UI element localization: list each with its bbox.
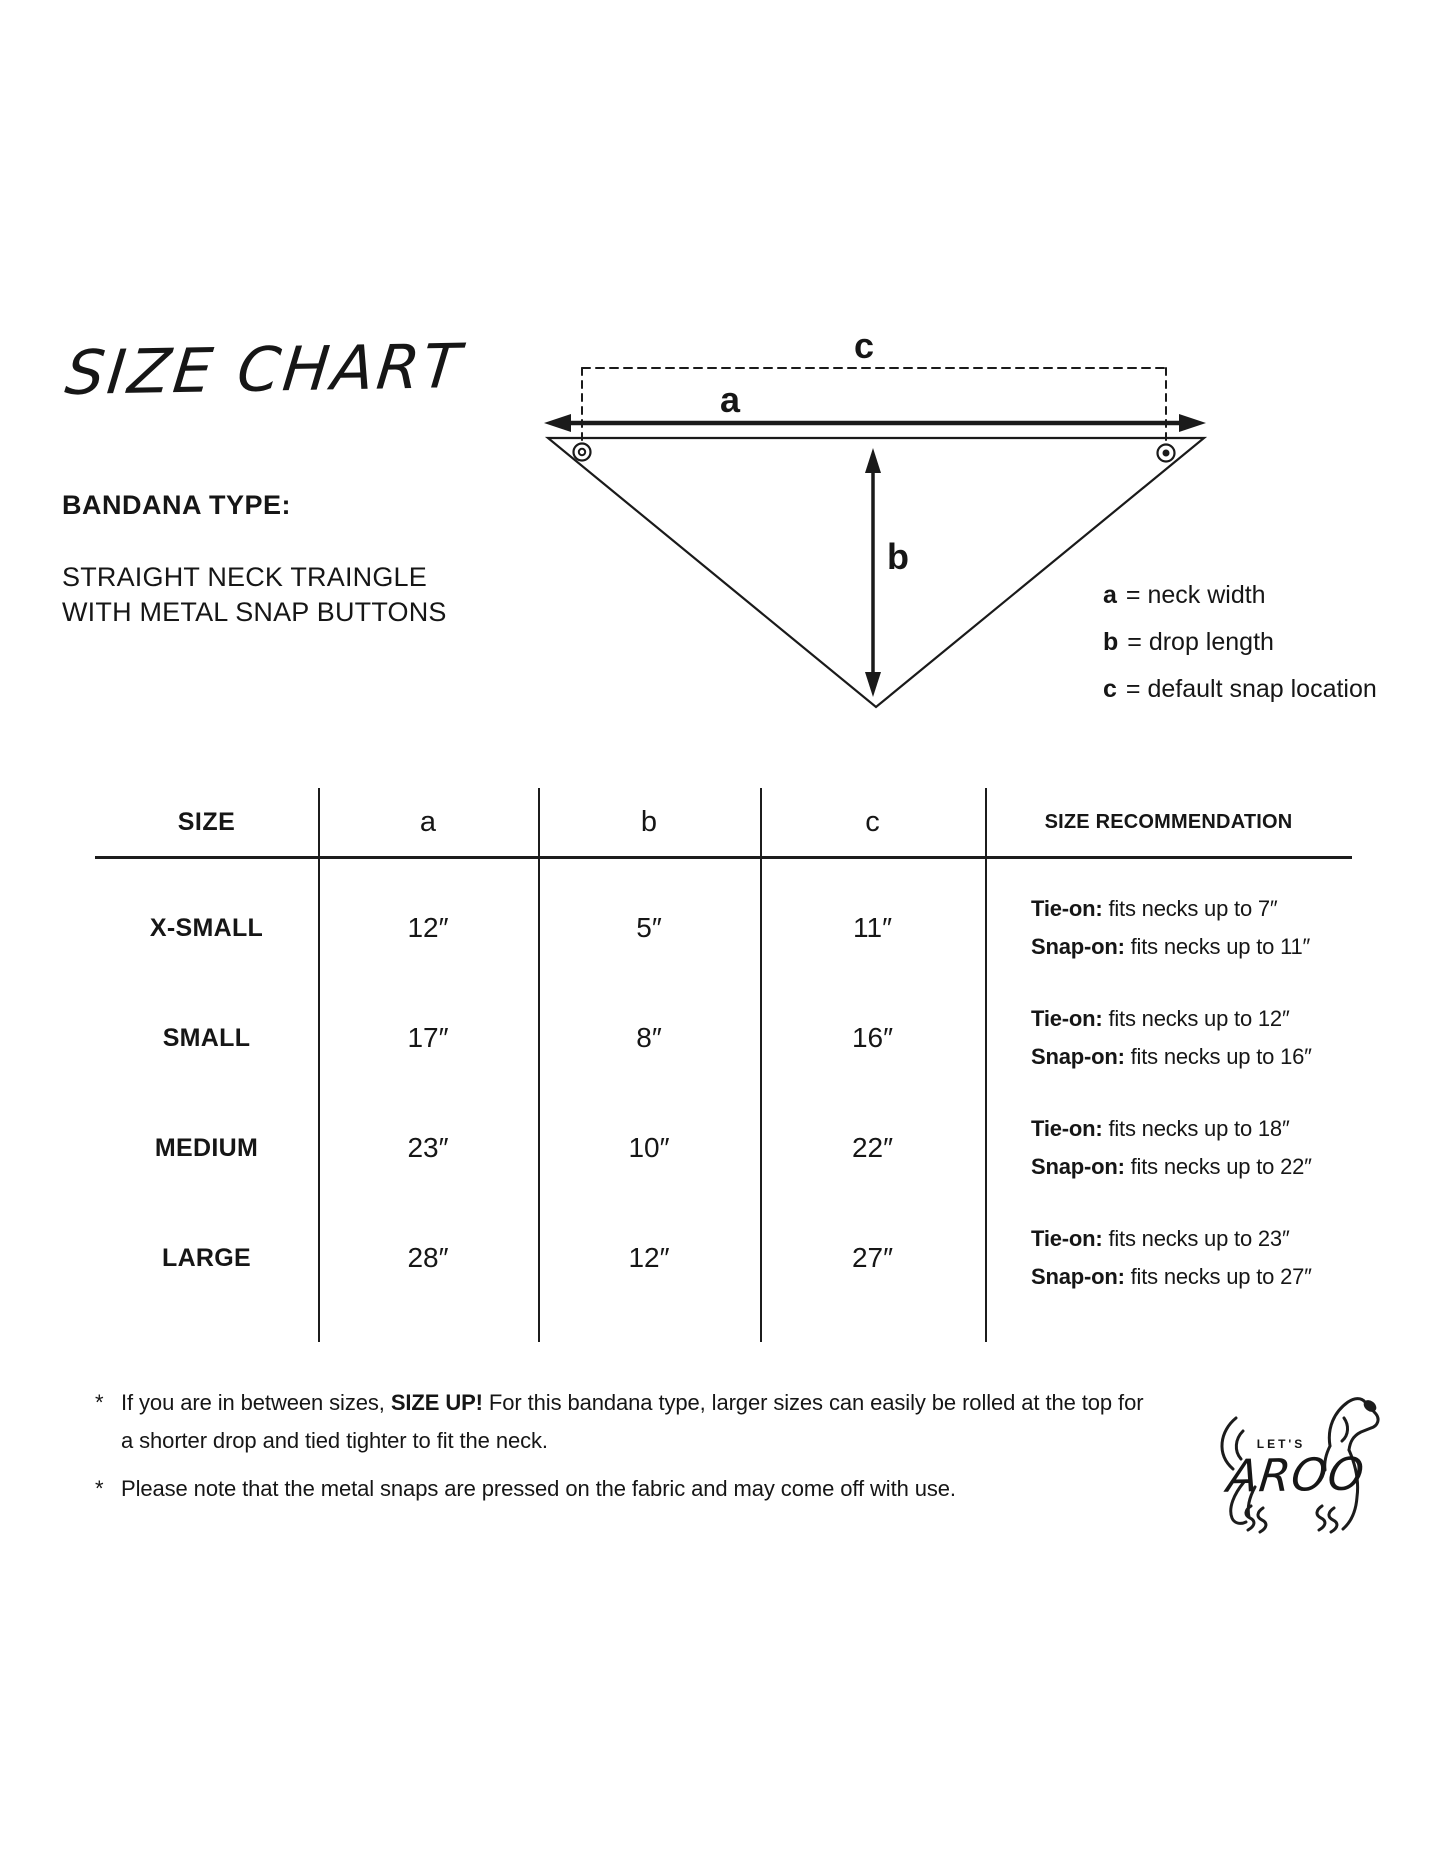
footnote-text: If you are in between sizes, SIZE UP! For this bandana type, larger sizes can easily be rolled at the top for a shorter drop and tied tighter to fit the neck. bbox=[121, 1390, 1144, 1453]
tie-on-note: Tie-on: fits necks up to 18″ bbox=[1031, 1116, 1290, 1141]
table-header-row bbox=[95, 788, 1352, 856]
diagram-label-a: a bbox=[719, 379, 741, 420]
diagram-label-b: b bbox=[887, 536, 909, 577]
value-b: 5″ bbox=[636, 912, 662, 943]
table-row-large bbox=[95, 1203, 1352, 1313]
column-header-c: c bbox=[865, 805, 880, 838]
brand-logo bbox=[1158, 1390, 1403, 1555]
snap-on-note: Snap-on: fits necks up to 16″ bbox=[1031, 1044, 1312, 1069]
asterisk: * bbox=[95, 1476, 104, 1501]
value-c: 16″ bbox=[851, 1022, 894, 1053]
column-header-size: SIZE bbox=[177, 807, 236, 836]
legend-item-b bbox=[1103, 619, 1377, 666]
value-a: 12″ bbox=[407, 912, 449, 943]
size-recommendation bbox=[985, 1000, 1352, 1076]
bandana-type-heading: BANDANA TYPE: bbox=[62, 490, 291, 520]
bandana-type-description bbox=[62, 560, 447, 630]
footnote-text: Please note that the metal snaps are pressed on the fabric and may come off with use. bbox=[121, 1476, 956, 1501]
size-recommendation bbox=[985, 1110, 1352, 1186]
size-recommendation bbox=[985, 890, 1352, 966]
value-a: 17″ bbox=[407, 1022, 449, 1053]
size-recommendation bbox=[985, 1220, 1352, 1296]
tie-on-note: Tie-on: fits necks up to 23″ bbox=[1031, 1226, 1290, 1251]
column-header-a: a bbox=[419, 805, 437, 838]
logo-small-text: LET'S bbox=[1256, 1437, 1306, 1451]
legend-item-a bbox=[1103, 572, 1377, 619]
size-name: X-SMALL bbox=[149, 913, 264, 942]
logo-large-text: AROO bbox=[1224, 1447, 1368, 1503]
tie-on-note: Tie-on: fits necks up to 12″ bbox=[1031, 1006, 1290, 1031]
legend-key-b: b bbox=[1103, 628, 1119, 656]
diagram-legend bbox=[1103, 572, 1377, 713]
column-header-b: b bbox=[640, 805, 658, 838]
value-c: 11″ bbox=[853, 912, 892, 943]
bandana-type-line1: STRAIGHT NECK TRAINGLE bbox=[62, 562, 427, 592]
table-row-small bbox=[95, 983, 1352, 1093]
size-name: MEDIUM bbox=[154, 1133, 259, 1162]
legend-item-c bbox=[1103, 666, 1377, 713]
legend-key-a: a bbox=[1103, 581, 1117, 609]
value-b: 8″ bbox=[636, 1022, 662, 1053]
footnotes bbox=[95, 1384, 1143, 1508]
diagram-label-c: c bbox=[853, 325, 875, 366]
value-a: 23″ bbox=[407, 1132, 449, 1163]
snap-on-note: Snap-on: fits necks up to 11″ bbox=[1031, 934, 1311, 959]
size-table bbox=[95, 788, 1352, 1342]
snap-on-note: Snap-on: fits necks up to 27″ bbox=[1031, 1264, 1312, 1289]
snap-on-note: Snap-on: fits necks up to 22″ bbox=[1031, 1154, 1312, 1179]
legend-desc-b: = drop length bbox=[1127, 628, 1274, 656]
size-name: SMALL bbox=[162, 1023, 251, 1052]
legend-key-c: c bbox=[1103, 675, 1117, 703]
value-c: 22″ bbox=[851, 1132, 894, 1163]
snap-button-left-icon bbox=[574, 444, 591, 461]
value-c: 27″ bbox=[851, 1242, 894, 1273]
size-name: LARGE bbox=[162, 1243, 251, 1272]
value-b: 10″ bbox=[628, 1132, 670, 1163]
legend-desc-a: = neck width bbox=[1125, 581, 1266, 609]
table-header-rule bbox=[95, 856, 1352, 859]
table-row-medium bbox=[95, 1093, 1352, 1203]
column-header-recommendation: SIZE RECOMMENDATION bbox=[1044, 810, 1293, 833]
legend-desc-c: = default snap location bbox=[1125, 675, 1377, 703]
footnote-size-up bbox=[95, 1384, 1143, 1460]
value-b: 12″ bbox=[628, 1242, 670, 1273]
asterisk: * bbox=[95, 1390, 104, 1415]
footnote-metal-snaps bbox=[95, 1470, 1143, 1508]
table-row-xsmall bbox=[95, 873, 1352, 983]
bandana-type-line2: WITH METAL SNAP BUTTONS bbox=[62, 597, 447, 627]
value-a: 28″ bbox=[407, 1242, 449, 1273]
tie-on-note: Tie-on: fits necks up to 7″ bbox=[1031, 896, 1278, 921]
page-title: SIZE CHART bbox=[62, 331, 467, 409]
